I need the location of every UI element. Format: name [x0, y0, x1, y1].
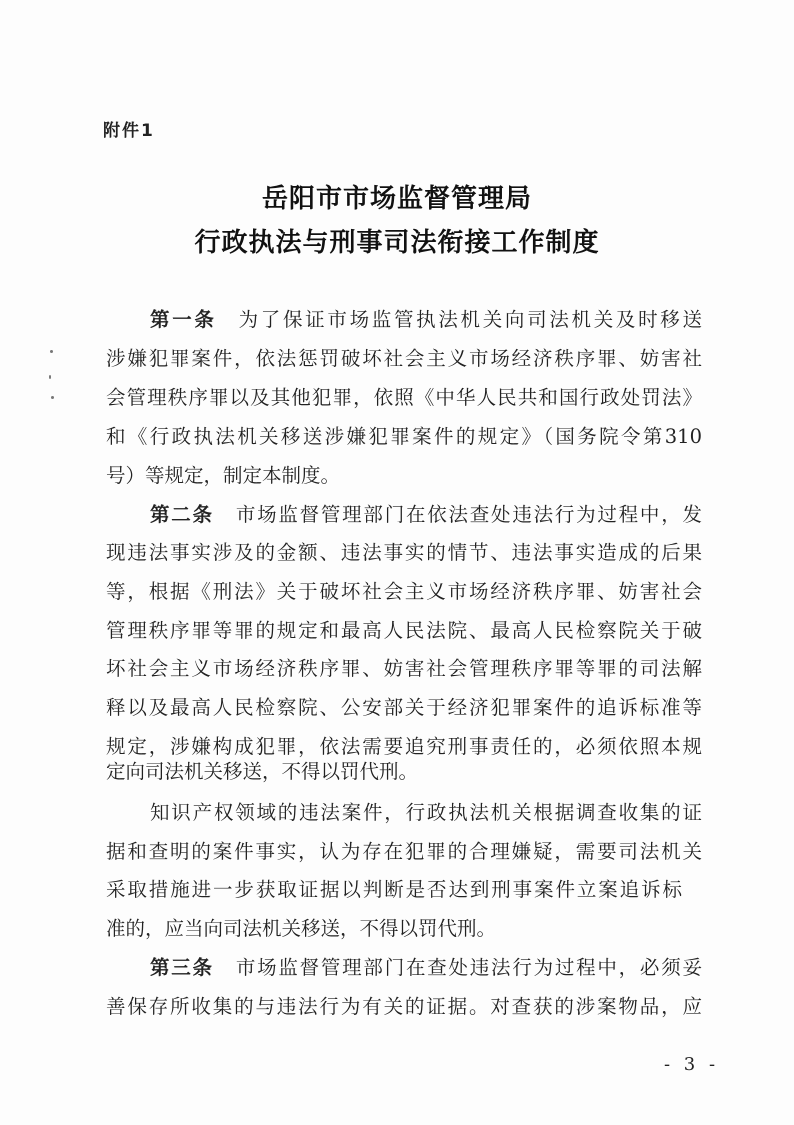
- scan-speck: [50, 350, 53, 353]
- ip-paragraph-line-2: 据和查明的案件事实，认为存在犯罪的合理嫌疑，需要司法机关: [106, 840, 702, 863]
- ip-paragraph-line-1: 知识产权领域的违法案件，行政执法机关根据调查收集的证: [150, 801, 702, 824]
- ip-paragraph-line-4: 准的，应当向司法机关移送，不得以罚代刑。: [106, 917, 497, 940]
- article-2-line-7: 规定，涉嫌构成犯罪，依法需要追究刑事责任的，必须依照本规: [106, 735, 702, 758]
- article-3-line-1: [150, 956, 702, 980]
- article-2-line-5: 坏社会主义市场经济秩序罪、妨害社会管理秩序罪等罪的司法解: [106, 657, 702, 680]
- scan-speck: [51, 396, 54, 399]
- title-line-2: 行政执法与刑事司法衔接工作制度: [194, 228, 600, 258]
- article-heading: 第三条: [150, 956, 214, 979]
- attachment-label: 附件1: [103, 121, 155, 141]
- article-1-line-1: [150, 308, 702, 332]
- article-2-line-2: 现违法事实涉及的金额、违法事实的情节、违法事实造成的后果: [106, 541, 702, 564]
- ip-paragraph-line-3: 采取措施进一步获取证据以判断是否达到刑事案件立案追诉标: [106, 878, 682, 901]
- article-2-line-1: [150, 503, 702, 527]
- article-2-line-8: 定向司法机关移送，不得以罚代刑。: [106, 760, 419, 783]
- article-1-line-4: 和《行政执法机关移送涉嫌犯罪案件的规定》（国务院令第310: [106, 425, 702, 448]
- text: 市场监督管理部门在依法查处违法行为过程中，发: [235, 503, 702, 526]
- article-3-line-2: 善保存所收集的与违法行为有关的证据。对查获的涉案物品，应: [106, 995, 702, 1018]
- article-1-line-2: 涉嫌犯罪案件，依法惩罚破坏社会主义市场经济秩序罪、妨害社: [106, 347, 702, 370]
- title-line-1: 岳阳市市场监督管理局: [261, 184, 532, 214]
- article-1-line-5: 号）等规定，制定本制度。: [106, 464, 341, 487]
- article-2-line-6: 释以及最高人民检察院、公安部关于经济犯罪案件的追诉标准等: [106, 696, 702, 719]
- page-number: - 3 -: [664, 1054, 720, 1075]
- article-heading: 第二条: [150, 503, 214, 526]
- article-heading: 第一条: [150, 308, 217, 331]
- article-2-line-4: 管理秩序罪等罪的规定和最高人民法院、最高人民检察院关于破: [106, 619, 702, 642]
- article-1-line-3: 会管理秩序罪以及其他犯罪，依照《中华人民共和国行政处罚法》: [106, 386, 702, 409]
- text: 为了保证市场监管执法机关向司法机关及时移送: [238, 308, 702, 331]
- article-2-line-3: 等，根据《刑法》关于破坏社会主义市场经济秩序罪、妨害社会: [106, 580, 702, 603]
- text: 市场监督管理部门在查处违法行为过程中，必须妥: [235, 956, 702, 979]
- scan-speck: [49, 375, 51, 379]
